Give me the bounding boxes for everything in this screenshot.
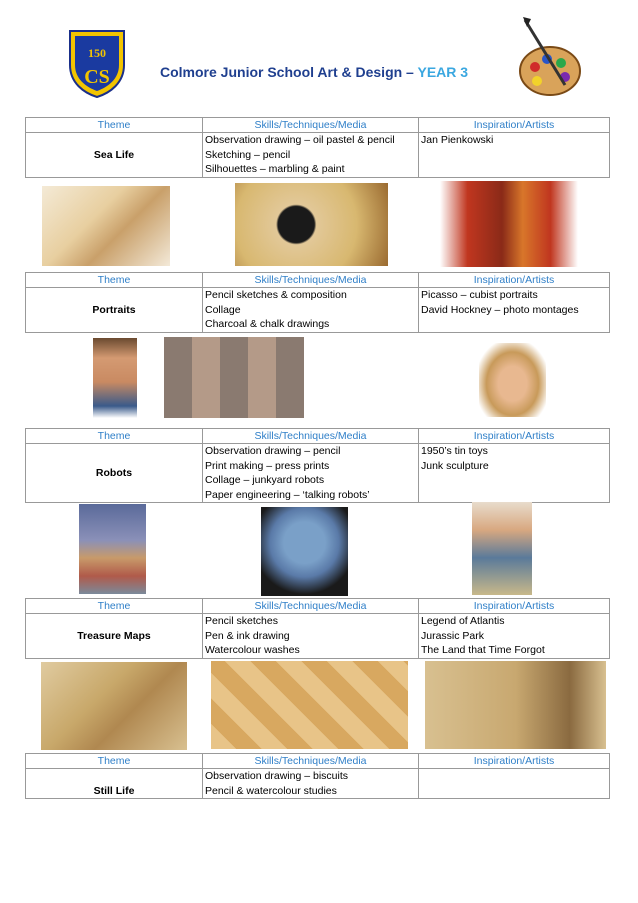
- table-row: [26, 769, 610, 799]
- skill-item: Pencil sketches & composition: [205, 289, 347, 301]
- column-header-inspiration: Inspiration/Artists: [419, 118, 610, 133]
- table-row: [26, 444, 610, 503]
- table-row: [26, 614, 610, 659]
- column-header-inspiration: Inspiration/Artists: [419, 754, 610, 769]
- paint-palette-icon: [515, 15, 585, 100]
- inspiration-cell: [419, 444, 610, 503]
- skill-item: Observation drawing – biscuits: [205, 770, 348, 782]
- inspiration-item: Picasso – cubist portraits: [421, 289, 538, 301]
- skill-item: Pen & ink drawing: [205, 629, 290, 642]
- table-header-row: [26, 754, 610, 769]
- skill-item: Sketching – pencil: [205, 148, 291, 161]
- column-header-inspiration: Inspiration/Artists: [419, 273, 610, 288]
- fish-marbling-image: [440, 181, 578, 267]
- skill-item: Collage: [205, 303, 241, 316]
- section-table-robots: [25, 428, 610, 503]
- school-crest-icon: [66, 27, 128, 99]
- theme-cell: Sea Life: [26, 133, 203, 178]
- section-table-sea-life: [25, 117, 610, 178]
- skill-item: Observation drawing – pencil: [205, 445, 341, 457]
- biscuits-photo-image: [211, 661, 408, 749]
- inspiration-item: Jan Pienkowski: [421, 134, 494, 146]
- section-table-portraits: [25, 272, 610, 333]
- column-header-inspiration: Inspiration/Artists: [419, 429, 610, 444]
- fantasy-map-image: [425, 661, 606, 749]
- theme-cell: Robots: [26, 444, 203, 503]
- svg-text:150: 150: [88, 46, 106, 60]
- classroom-robots-image: [79, 504, 146, 594]
- column-header-theme: Theme: [26, 429, 203, 444]
- skill-item: Charcoal & chalk drawings: [205, 318, 330, 330]
- column-header-theme: Theme: [26, 273, 203, 288]
- column-header-skills: Skills/Techniques/Media: [203, 118, 419, 133]
- theme-cell: Treasure Maps: [26, 614, 203, 659]
- table-header-row: [26, 273, 610, 288]
- section-table-treasure-maps: [25, 598, 610, 659]
- pienkowski-silhouette-image: [235, 183, 388, 266]
- cubist-portrait-image: [93, 338, 137, 418]
- skills-cell: [203, 769, 419, 799]
- child-robot-print-image: [472, 502, 532, 595]
- skill-item: Print making – press prints: [205, 459, 330, 472]
- column-header-theme: Theme: [26, 599, 203, 614]
- skill-item: Paper engineering – ‘talking robots’: [205, 488, 370, 501]
- skills-cell: [203, 614, 419, 659]
- column-header-theme: Theme: [26, 118, 203, 133]
- skill-item: Observation drawing – oil pastel & pencil: [205, 134, 395, 146]
- column-header-skills: Skills/Techniques/Media: [203, 429, 419, 444]
- shells-drawing-image: [42, 186, 170, 266]
- tin-robot-image: [261, 507, 348, 596]
- skill-item: Pencil sketches: [205, 615, 278, 627]
- theme-cell: Still Life: [26, 769, 203, 799]
- svg-text:CS: CS: [84, 66, 110, 88]
- inspiration-item: Junk sculpture: [421, 459, 489, 472]
- column-header-inspiration: Inspiration/Artists: [419, 599, 610, 614]
- skills-cell: [203, 133, 419, 178]
- column-header-skills: Skills/Techniques/Media: [203, 273, 419, 288]
- table-header-row: [26, 429, 610, 444]
- table-row: [26, 288, 610, 333]
- collage-face-image: [479, 343, 546, 417]
- section-table-still-life: [25, 753, 610, 799]
- treasure-map-image: [41, 662, 187, 750]
- skill-item: Collage – junkyard robots: [205, 474, 325, 486]
- inspiration-cell: [419, 133, 610, 178]
- inspiration-item: Jurassic Park: [421, 629, 485, 642]
- table-header-row: [26, 118, 610, 133]
- column-header-skills: Skills/Techniques/Media: [203, 754, 419, 769]
- skill-item: Pencil & watercolour studies: [205, 784, 337, 797]
- skills-cell: [203, 444, 419, 503]
- inspiration-item: The Land that Time Forgot: [421, 644, 545, 656]
- theme-cell: Portraits: [26, 288, 203, 333]
- inspiration-cell: [419, 614, 610, 659]
- hockney-montage-image: [164, 337, 304, 418]
- table-header-row: [26, 599, 610, 614]
- inspiration-item: Legend of Atlantis: [421, 615, 505, 627]
- inspiration-cell: [419, 288, 610, 333]
- inspiration-item: 1950’s tin toys: [421, 445, 488, 457]
- skill-item: Watercolour washes: [205, 644, 300, 656]
- column-header-skills: Skills/Techniques/Media: [203, 599, 419, 614]
- page-title: Colmore Junior School Art & Design – YEAR 3: [160, 64, 469, 80]
- table-row: [26, 133, 610, 178]
- skills-cell: [203, 288, 419, 333]
- column-header-theme: Theme: [26, 754, 203, 769]
- inspiration-item: David Hockney – photo montages: [421, 303, 579, 316]
- inspiration-cell: [419, 769, 610, 799]
- skill-item: Silhouettes – marbling & paint: [205, 163, 345, 175]
